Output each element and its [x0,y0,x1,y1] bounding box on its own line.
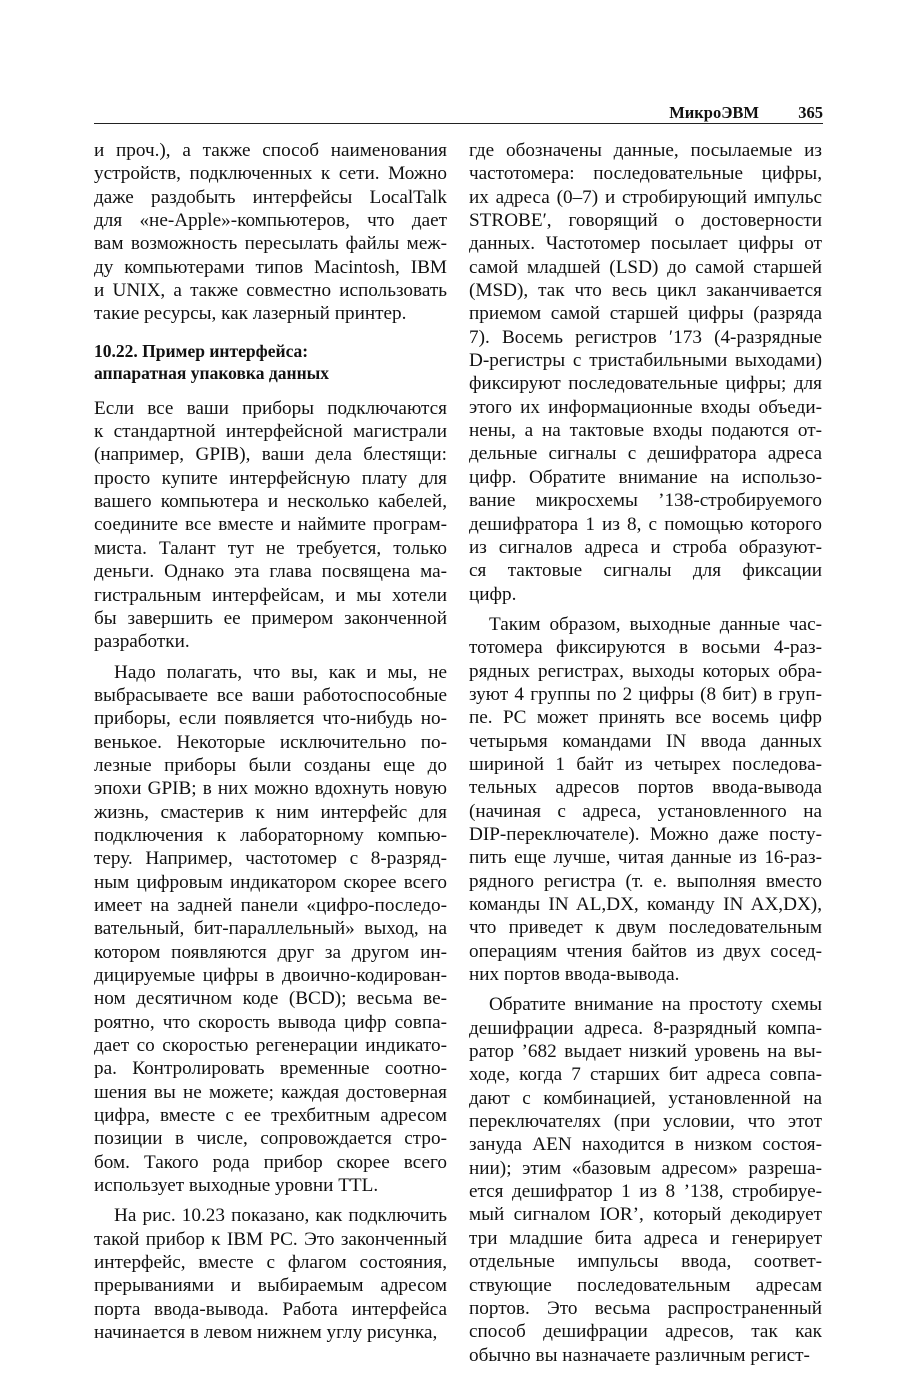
text-line: к стандартной интерфейсной магистрали [94,421,447,443]
text-line: дицируемые цифры в двоично-кодирован- [94,965,447,986]
text-line: что приведет к двум последовательным [469,917,822,939]
text-line: частотомера: последовательные цифры, [469,163,822,185]
text-line: Обратите внимание на простоту схемы [489,994,822,1016]
text-line: данных. Частотомер посылает цифры от [469,233,822,255]
text-line: рядного регистра (т. е. выполняя вместо [469,870,822,892]
text-line: переключателях (при условии, что этот [469,1111,822,1133]
text-line: дают с комбинацией, установленной на [469,1087,822,1109]
text-line: где обозначены данные, посылаемые из [469,140,822,161]
text-line: операциям чтения байтов из двух сосед- [469,940,822,962]
text-line: дает со скоростью регенерации индикато- [94,1035,447,1057]
text-line: подключения к лабораторному компью- [94,824,447,846]
text-line: устройств, подключенных к сети. Можно [94,163,447,185]
text-line: обычно вы назначаете различным регист- [469,1344,810,1366]
text-line: соедините все вместе и наймите програм- [94,514,447,536]
text-line: тотомера фиксируются в восьми 4-раз- [469,637,822,659]
paragraph [94,1204,447,1344]
text-line: Надо полагать, что вы, как и мы, не [114,661,447,683]
text-line: приборы, если появляется что-нибудь но- [94,708,447,730]
text-line: тельных адресов портов ввода-вывода [469,777,822,799]
text-line: использует выходные уровни TTL. [94,1175,379,1197]
paragraph [469,613,822,987]
right-column [469,139,822,1374]
running-header [94,103,823,124]
text-line: цифр. [469,583,517,605]
text-line: гистральным интерфейсам, и мы хотели [94,584,447,606]
text-line: ходе, когда 7 старших бит адреса совпа- [469,1064,822,1086]
text-line: мый сигналом IOR’, который декодирует [469,1204,822,1226]
text-line: портов. Это весьма распространенный [469,1297,822,1319]
text-line: На рис. 10.23 показано, как подключить [114,1205,447,1227]
text-line: 10.22. Пример интерфейса: [94,340,309,361]
text-line: приемом самой старшей цифры (разряда [469,303,822,325]
text-line: интерфейс, вместе с флагом состояния, [94,1252,447,1274]
text-line: вам возможность пересылать файлы меж- [94,233,447,255]
text-line: начинается в левом нижнем углу рисунка, [94,1322,438,1344]
text-line: и UNIX, а также совместно использовать [94,280,447,302]
text-line: (MSD), так что весь цикл заканчивается [469,280,822,302]
section-heading [94,340,447,384]
text-line: для «не-Apple»-компьютеров, что дает [94,210,447,232]
text-line: ратор ’682 выдает низкий уровень на вы- [469,1041,822,1063]
text-line: котором появляются друг за другом ин- [94,941,447,963]
text-line: пить еще лучше, читая данные из 16-раз- [469,847,822,869]
text-line: позиции в числе, сопровождается стро- [94,1128,447,1150]
text-line: ра. Контролировать временные соотно- [94,1058,447,1080]
text-line: роятно, что скорость вывода цифр совпа- [94,1011,447,1033]
text-line: даже раздобыть интерфейсы LocalTalk [94,186,447,208]
text-line: разработки. [94,631,190,653]
text-line: них портов ввода-вывода. [469,964,680,986]
text-line: DIP-переключателе). Можно даже посту- [469,823,822,845]
text-line: рядных регистрах, выходы которых обра- [469,660,822,682]
text-line: порта ввода-вывода. Работа интерфейса [94,1298,447,1320]
text-line: три младшие бита адреса и генерирует [469,1227,822,1249]
text-line: цифр. Обратите внимание на использо- [469,466,822,488]
text-line: шириной 1 байт из четырех последова- [469,753,822,775]
text-line: 7). Восемь регистров ′173 (4-разрядные [469,326,822,348]
text-line: (например, GPIB), ваши дела блестящи: [94,444,447,466]
text-line: аппаратная упаковка данных [94,362,330,383]
text-line: нии); этим «базовым адресом» разреша- [469,1157,822,1179]
text-line: четырьмя командами IN ввода данных [469,730,822,752]
text-line: такие ресурсы, как лазерный принтер. [94,303,407,325]
left-column [94,139,447,1352]
text-line: (начиная с адреса, установленного на [469,800,822,822]
text-line: вашего компьютера и несколько кабелей, [94,491,447,513]
text-line: нены, а на тактовые входы подаются от- [469,420,822,442]
text-line: деньги. Однако эта глава посвящена ма- [94,561,447,583]
text-line: бом. Такого рода прибор скорее всего [94,1151,447,1173]
text-line: Если все ваши приборы подключаются [94,397,447,419]
text-line: самой младшей (LSD) до самой старшей [469,256,822,278]
paragraph [94,139,447,326]
text-line: их адреса (0–7) и стробирующий импульс [469,186,822,208]
text-line: эпохи GPIB; в них можно вдохнуть новую [94,778,447,800]
text-line: и проч.), а также способ наименования [94,140,447,161]
text-line: выбрасываете все ваши работоспособные [94,684,447,706]
text-line: из сигналов адреса и строба образуют- [469,536,822,558]
text-line: отдельные импульсы ввода, соответ- [469,1251,822,1273]
text-line: теру. Например, частотомер с 8-разряд- [94,848,447,870]
text-line: бы завершить ее примером законченной [94,607,447,629]
text-line: этого их информационные входы объеди- [469,396,822,418]
text-line: зуют 4 группы по 2 цифры (8 бит) в груп- [469,683,822,705]
paragraph [469,993,822,1367]
text-line: цифра, вместе с ее трехбитным адресом [94,1105,447,1127]
text-line: ется дешифратор 1 из 8 ’138, стробируе- [469,1181,822,1203]
text-line: лезные приборы были созданы еще до [94,754,447,776]
text-line: венькое. Некоторые исключительно по- [94,731,447,753]
running-title: МикроЭВМ [669,103,759,122]
text-line: дешифратора 1 из 8, с помощью которого [469,513,822,535]
text-line: ным цифровым индикатором скорее всего [94,871,447,893]
paragraph [94,661,447,1198]
text-line: зануда AEN находится в низком состоя- [469,1134,822,1156]
page-number: 365 [798,103,823,122]
text-line: вание микросхемы ’138-стробируемого [469,490,822,512]
text-line: команды IN AL,DX, команду IN AX,DX), [469,894,822,915]
text-line: вательный, бит-параллельный» выход, на [94,918,447,940]
text-line: ду компьютерами типов Macintosh, IBM [94,256,447,278]
text-line: дельные сигналы с дешифратора адреса [469,443,822,465]
text-line: D-регистры с тристабильными выходами) [469,350,822,372]
text-line: такой прибор к IBM PC. Это законченный [94,1228,447,1250]
text-line: ся тактовые сигналы для фиксации [469,560,822,582]
text-line: способ дешифрации адресов, так как [469,1321,822,1343]
text-line: прерываниями и выбираемым адресом [94,1275,447,1297]
text-line: Таким образом, выходные данные час- [489,613,822,635]
paragraph [469,139,822,606]
text-line: пе. PC может принять все восемь цифр [469,707,822,729]
text-line: просто купите интерфейсную плату для [94,467,447,489]
text-line: ствующие последовательным адресам [469,1274,822,1296]
text-line: шения вы не можете; каждая достоверная [94,1081,447,1103]
paragraph [94,397,447,654]
text-line: фиксируют последовательные цифры; для [469,373,822,395]
text-line: миста. Талант тут не требуется, только [94,537,447,559]
text-line: жизнь, смастерив к ним интерфейс для [94,801,447,823]
text-line: ном десятичном коде (BCD); весьма ве- [94,988,447,1010]
text-line: имеет на задней панели «цифро-последо- [94,894,447,916]
text-line: STROBE′, говорящий о достоверности [469,210,822,232]
text-line: дешифрации адреса. 8-разрядный компа- [469,1017,822,1039]
